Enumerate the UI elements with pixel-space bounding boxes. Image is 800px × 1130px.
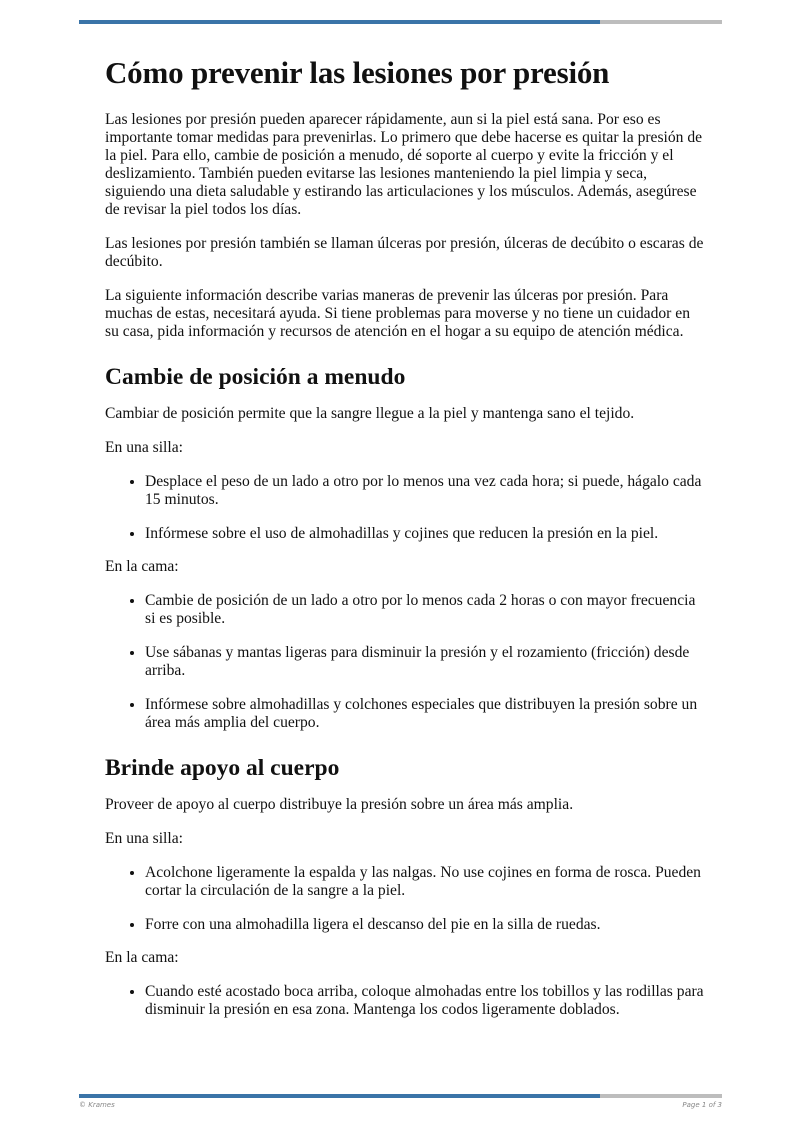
footer-copyright: © Krames <box>79 1101 115 1109</box>
footer-bar-accent <box>79 1094 600 1098</box>
document-body <box>105 55 705 1034</box>
intro-paragraph: La siguiente información describe varias maneras de prevenir las úlceras por presión. Para muchas de estas, necesitará ayuda. Si tiene problemas para moverse y no tiene un cuidador en su casa, pida información y recursos de atención en el hogar a su equipo de atención médica. <box>105 286 690 340</box>
list-item: • Cambie de posición de un lado a otro por lo menos cada 2 horas o con mayor frecuencia si es posible. <box>145 592 705 628</box>
footer-bar-track <box>600 1094 722 1098</box>
header-bar-track <box>600 20 722 24</box>
chair-list <box>105 864 705 934</box>
chair-label: En una silla: <box>105 438 183 456</box>
section-change-position <box>105 363 705 732</box>
list-item: • Infórmese sobre almohadillas y colchones especiales que distribuyen la presión sobre un área más amplia del cuerpo. <box>145 696 705 732</box>
bed-list <box>105 983 705 1019</box>
bed-label: En la cama: <box>105 557 179 575</box>
list-item: • Desplace el peso de un lado a otro por lo menos una vez cada hora; si puede, hágalo cada 15 minutos. <box>145 473 705 509</box>
chair-list <box>105 473 705 543</box>
header-bar-accent <box>79 20 600 24</box>
page-title: Cómo prevenir las lesiones por presión <box>105 55 610 90</box>
section-support-body <box>105 754 705 1019</box>
intro-paragraph: Las lesiones por presión pueden aparecer rápidamente, aun si la piel está sana. Por eso es importante tomar medidas para prevenirlas. Lo primero que debe hacerse es quitar la presión de la piel. Para ello, cambie de posición a menudo, dé soporte al cuerpo y evite la fricción y el deslizamiento. También pueden evitarse las lesiones manteniendo la piel limpia y seca, siguiendo una dieta saludable y estirando las articulaciones y los músculos. Además, asegúrese de revisar la piel todos los días. <box>105 110 703 218</box>
chair-label: En una silla: <box>105 830 183 848</box>
list-item: • Cuando esté acostado boca arriba, coloque almohadas entre los tobillos y las rodillas para disminuir la presión en esa zona. Mantenga los codos ligeramente doblados. <box>145 983 705 1019</box>
section-heading: Cambie de posición a menudo <box>105 363 406 390</box>
list-item: • Infórmese sobre el uso de almohadillas y cojines que reducen la presión en la piel. <box>145 525 705 543</box>
intro-paragraph: Las lesiones por presión también se llaman úlceras por presión, úlceras de decúbito o escaras de decúbito. <box>105 234 704 270</box>
bed-label: En la cama: <box>105 949 179 967</box>
section-lead: Proveer de apoyo al cuerpo distribuye la presión sobre un área más amplia. <box>105 796 574 814</box>
footer-progress-bar <box>79 1094 722 1098</box>
list-item: • Acolchone ligeramente la espalda y las nalgas. No use cojines en forma de rosca. Pueden cortar la circulación de la sangre a la piel. <box>145 864 705 900</box>
footer-page-number: Page 1 of 3 <box>682 1101 722 1109</box>
list-item: • Use sábanas y mantas ligeras para disminuir la presión y el rozamiento (fricción) desde arriba. <box>145 644 705 680</box>
header-progress-bar <box>79 20 722 24</box>
section-heading: Brinde apoyo al cuerpo <box>105 754 340 781</box>
section-lead: Cambiar de posición permite que la sangre llegue a la piel y mantenga sano el tejido. <box>105 404 635 422</box>
list-item: • Forre con una almohadilla ligera el descanso del pie en la silla de ruedas. <box>145 916 705 934</box>
bed-list <box>105 592 705 732</box>
